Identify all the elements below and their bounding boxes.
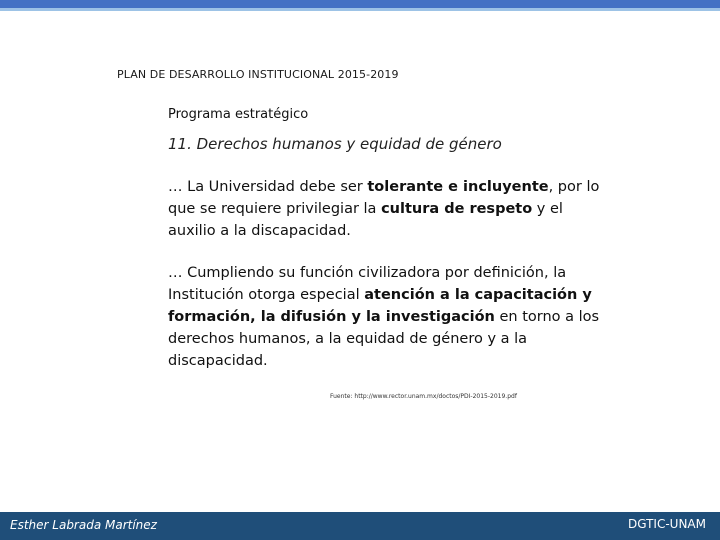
plan-title: PLAN DE DESARROLLO INSTITUCIONAL 2015-2019 [117, 68, 399, 81]
paragraph-1-bold-2: cultura de respeto [381, 201, 533, 217]
paragraph-1-text-3: y el auxilio a la discapacidad. [168, 201, 563, 239]
footer-author: Esther Labrada Martínez [10, 518, 157, 532]
section-label: Programa estratégico [168, 107, 309, 122]
top-bar-accent [0, 8, 720, 11]
paragraph-2-text-1: … Cumpliendo su función civilizadora por definición, la Institución otorga especial [168, 265, 567, 303]
paragraph-1-text-2: , por lo que se requiere privilegiar la [168, 179, 600, 217]
paragraph-1-text-1: … La Universidad debe ser [168, 179, 368, 195]
footer-organization: DGTIC-UNAM [627, 517, 706, 531]
paragraph-1 [168, 176, 608, 242]
footer-bar [0, 512, 720, 540]
paragraph-2 [168, 262, 608, 372]
source-citation: Fuente: http://www.rector.unam.mx/doctos/PDI-2015-2019.pdf [330, 393, 517, 400]
paragraph-1-bold-1: tolerante e incluyente [367, 179, 549, 195]
paragraph-2-text-2: en torno a los derechos humanos, a la equidad de género y a la discapacidad. [168, 309, 600, 369]
top-bar [0, 0, 720, 8]
topic-title: 11. Derechos humanos y equidad de género [168, 135, 502, 153]
paragraph-2-bold-1: atención a la capacitación y formación, la difusión y la investigación [168, 287, 592, 325]
